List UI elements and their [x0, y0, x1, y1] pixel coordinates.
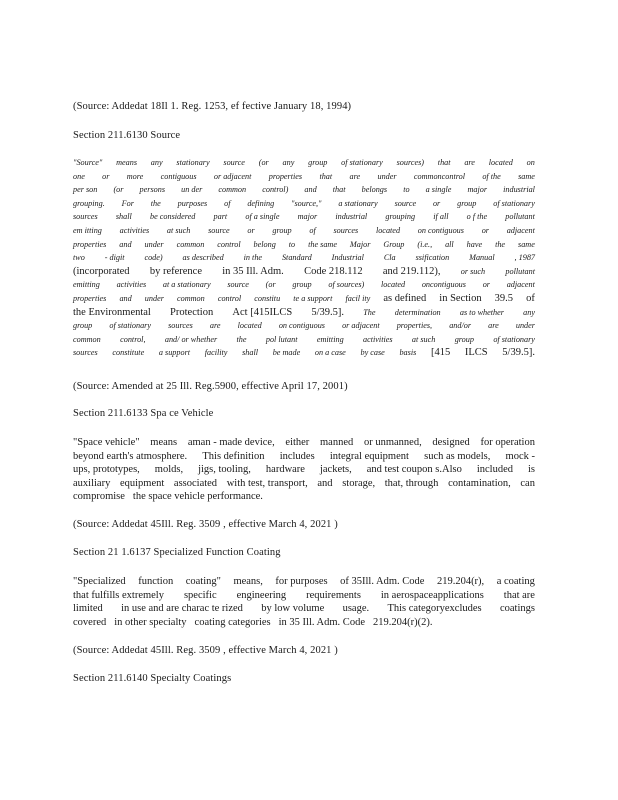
word: be considered [149, 212, 196, 222]
word: in Section [439, 292, 482, 304]
word: can [520, 477, 535, 489]
word: sources [168, 321, 193, 331]
word: activities [363, 334, 393, 344]
word: that [437, 158, 451, 167]
word: the [236, 334, 247, 344]
paragraph-line [73, 224, 535, 238]
word: that [319, 171, 333, 181]
word: grouping [385, 212, 416, 222]
word: belongs [361, 185, 388, 195]
word: or [482, 280, 490, 290]
word: (i.e., [417, 239, 433, 249]
word: or [432, 198, 441, 208]
word: [415 [430, 347, 451, 359]
word: of sources) [328, 280, 365, 290]
word: activities [119, 225, 150, 235]
word: group [272, 225, 292, 235]
paragraph-line [73, 346, 535, 360]
word: determination [394, 307, 441, 317]
word: limited [73, 603, 103, 615]
word: industrial [503, 185, 535, 195]
word: Manual [469, 253, 495, 263]
word: common [218, 185, 247, 195]
word: pol lutant [265, 334, 298, 344]
word: 219.204(r), [436, 576, 485, 587]
word: such as models, [424, 450, 491, 462]
word: part [213, 212, 228, 222]
word: under [515, 321, 535, 331]
source-note-4: (Source: Addedat 45Ill. Reg. 3509 , effective March 4, 2021 ) [73, 645, 338, 656]
word: (or [265, 280, 276, 290]
word: if all [433, 212, 449, 222]
word: in use and are charac te rized [121, 603, 243, 615]
word: and [304, 185, 317, 195]
word: located [380, 280, 406, 290]
word: the [150, 198, 161, 208]
word: control [217, 293, 242, 303]
paragraph-line [73, 156, 535, 170]
section-heading-6137: Section 21 1.6137 Specialized Function Coating [73, 547, 281, 558]
paragraph-line [73, 292, 535, 306]
word: sources [333, 225, 359, 235]
word: te a support [293, 293, 333, 303]
word: on a case [314, 348, 346, 358]
word: or such [460, 266, 486, 276]
word: all [445, 239, 454, 249]
word: either [285, 437, 310, 448]
word: , 1987 [514, 253, 535, 263]
word: coating" [185, 576, 221, 587]
word: as to whether [459, 307, 504, 317]
word: means [116, 158, 138, 167]
word: stationary [176, 158, 210, 167]
word: of stationary [341, 158, 383, 167]
word: one [73, 171, 85, 181]
word: and 219.112), [382, 265, 441, 277]
word: shall [115, 212, 132, 222]
section-heading-6133: Section 211.6133 Spa ce Vehicle [73, 408, 214, 419]
word: integral equipment [329, 450, 409, 462]
paragraph-line [73, 589, 535, 603]
word: of 35Ill. Adm. Code [340, 576, 425, 587]
word: source [208, 225, 230, 235]
word: auxiliary [73, 477, 111, 489]
word: group [308, 158, 328, 167]
word: constitu [254, 293, 281, 303]
word: emitting [316, 334, 344, 344]
word: at such [166, 225, 191, 235]
word: more [126, 171, 144, 181]
word: Cla [383, 253, 396, 263]
word: Standard [281, 253, 312, 263]
word: properties, [396, 321, 433, 331]
word: any [523, 307, 535, 317]
paragraph-line [73, 333, 535, 347]
word: control) [262, 185, 289, 195]
word: common [176, 239, 205, 249]
word: persons [139, 185, 166, 195]
word: jackets, [319, 464, 352, 476]
word: on [526, 158, 535, 167]
word: in aerospaceapplications [380, 589, 484, 601]
word: 39.5 [494, 292, 514, 304]
word: - digit [104, 253, 125, 263]
word: "source," [291, 198, 322, 208]
word: group [457, 198, 477, 208]
word: Major [349, 239, 371, 249]
word: means, [233, 576, 263, 587]
word: in 35 Ill. Adm. [222, 265, 284, 277]
word: the [495, 239, 506, 249]
word: or [481, 225, 489, 235]
word: of stationary [493, 198, 535, 208]
word: Code 218.112 [304, 265, 363, 277]
word: a single [425, 185, 452, 195]
paragraph-line [73, 251, 535, 265]
word: that [332, 185, 346, 195]
word: source [394, 198, 417, 208]
word: (or [113, 185, 124, 195]
word: a support [158, 348, 191, 358]
paragraph-line [73, 183, 535, 197]
word: 219.204(r)(2). [372, 616, 433, 628]
word: in the [243, 253, 263, 263]
word: pollutant [505, 266, 535, 276]
word: "Source" [73, 158, 103, 167]
word: on contiguous [278, 321, 325, 331]
word: ssification [415, 253, 450, 263]
paragraph-line [73, 319, 535, 333]
word: un der [181, 185, 203, 195]
space-vehicle-definition-paragraph [73, 436, 535, 504]
word: per son [73, 185, 98, 195]
word: of [224, 198, 231, 208]
word: or unmanned, [363, 437, 422, 448]
word: the space vehicle performance. [132, 491, 263, 503]
word: activities [116, 280, 147, 290]
paragraph-line [73, 616, 535, 630]
word: The [363, 307, 376, 317]
word: For [121, 198, 134, 208]
word: the Environmental [73, 306, 151, 318]
word: located [237, 321, 262, 331]
word: This categoryexcludes [387, 603, 482, 615]
word: emitting [73, 280, 100, 290]
source-definition-paragraph [73, 156, 535, 360]
word: grouping. [73, 198, 105, 208]
word: sources [73, 348, 98, 358]
word: in other specialty [114, 616, 187, 628]
word: storage, [342, 477, 376, 489]
word: properties [268, 171, 303, 181]
word: at such [411, 334, 436, 344]
word: designed [432, 437, 470, 448]
word: manned [320, 437, 354, 448]
source-note-1: (Source: Addedat 18Il 1. Reg. 1253, ef fective January 18, 1994) [73, 101, 352, 112]
word: to [288, 239, 296, 249]
word: usage. [342, 603, 370, 615]
word: o f the [466, 212, 488, 222]
source-note-3: (Source: Addedat 45Ill. Reg. 3509 , effective March 4, 2021 ) [73, 519, 338, 530]
word: (incorporated [73, 265, 130, 277]
word: adjacent [506, 225, 535, 235]
word: sources) [396, 158, 425, 167]
word: code) [144, 253, 163, 263]
word: properties [73, 239, 107, 249]
word: that fulfills extremely [73, 589, 164, 601]
word: industrial [335, 212, 368, 222]
word: source [223, 158, 245, 167]
word: and [119, 293, 132, 303]
word: 5/39.5]. [502, 347, 535, 359]
word: by low volume [261, 603, 325, 615]
word: contiguous [160, 171, 197, 181]
word: 5/39.5]. [311, 306, 345, 318]
word: major [297, 212, 318, 222]
word: located [488, 158, 513, 167]
word: properties [73, 293, 107, 303]
word: or adjacent [213, 171, 252, 181]
word: in 35 Ill. Adm. Code [278, 616, 365, 628]
word: function [138, 576, 174, 587]
word: means [150, 437, 178, 448]
word: under [144, 239, 164, 249]
section-heading-6130: Section 211.6130 Source [73, 130, 181, 141]
word: and test coupon s.Also [366, 464, 462, 476]
word: of stationary [109, 321, 151, 331]
word: sources [73, 212, 98, 222]
word: Protection [170, 306, 214, 318]
paragraph-line [73, 602, 535, 616]
word: and/ or whether [164, 334, 218, 344]
word: to [403, 185, 410, 195]
source-note-2: (Source: Amended at 25 Ill. Reg.5900, effective April 17, 2001) [73, 381, 348, 392]
word: of [309, 225, 316, 235]
word: are [488, 321, 499, 331]
section-heading-6140: Section 211.6140 Specialty Coatings [73, 673, 232, 684]
word: same [518, 239, 535, 249]
word: "Specialized [73, 576, 126, 587]
word: on contiguous [417, 225, 464, 235]
word: of a single [245, 212, 280, 222]
paragraph-line [73, 265, 535, 279]
word: ups, prototypes, [73, 464, 140, 476]
word: specific [183, 589, 217, 601]
specialized-coating-definition-paragraph [73, 575, 535, 629]
word: be made [272, 348, 301, 358]
word: common [73, 334, 101, 344]
word: with test, transport, [226, 477, 308, 489]
word: coatings [499, 603, 535, 615]
word: of stationary [493, 334, 535, 344]
word: the same [308, 239, 337, 249]
word: belong [253, 239, 276, 249]
word: oncontiguous [421, 280, 466, 290]
word: included [476, 464, 513, 476]
word: group [454, 334, 474, 344]
word: by case [360, 348, 385, 358]
word: Industrial [331, 253, 364, 263]
word: aman - made device, [187, 437, 275, 448]
paragraph-line [73, 490, 535, 504]
word: by reference [149, 265, 202, 277]
word: two [73, 253, 85, 263]
word: that, through [384, 477, 439, 489]
word: covered [73, 616, 107, 628]
word: defining [247, 198, 275, 208]
word: at a stationary [162, 280, 211, 290]
word: as defined [383, 292, 427, 304]
word: any [282, 158, 295, 167]
word: common [176, 293, 205, 303]
word: source [227, 280, 249, 290]
word: ILCS [464, 347, 488, 359]
word: coating categories [194, 616, 271, 628]
word: are [349, 171, 361, 181]
word: This definition [202, 450, 265, 462]
word: a stationary [338, 198, 378, 208]
paragraph-line [73, 463, 535, 477]
word: under [377, 171, 397, 181]
word: group [292, 280, 312, 290]
paragraph-line [73, 477, 535, 491]
word: associated [173, 477, 218, 489]
word: for operation [480, 437, 535, 448]
word: is [527, 464, 535, 476]
paragraph-line [73, 170, 535, 184]
word: or [102, 171, 110, 181]
word: or adjacent [342, 321, 380, 331]
word: (or [258, 158, 269, 167]
word: same [518, 171, 535, 181]
word: of the [482, 171, 501, 181]
paragraph-line [73, 450, 535, 464]
paragraph-line [73, 210, 535, 224]
paragraph-line [73, 238, 535, 252]
word: requirements [306, 589, 361, 601]
word: hardware [265, 464, 305, 476]
word: have [466, 239, 483, 249]
word: contamination, [448, 477, 511, 489]
paragraph-line [73, 436, 535, 450]
word: or [247, 225, 255, 235]
word: engineering [236, 589, 287, 601]
word: facil ity [345, 293, 371, 303]
paragraph-line [73, 306, 535, 320]
word: and [119, 239, 132, 249]
word: equipment [119, 477, 165, 489]
word: mock - [505, 450, 535, 462]
word: of [526, 292, 535, 304]
word: for purposes [275, 576, 328, 587]
word: facility [204, 348, 228, 358]
word: beyond earth's atmosphere. [73, 450, 188, 462]
paragraph-line [73, 278, 535, 292]
word: any [150, 158, 163, 167]
word: purposes [177, 198, 208, 208]
word: control, [120, 334, 146, 344]
word: constitute [112, 348, 145, 358]
word: basis [399, 348, 417, 358]
word: em itting [73, 225, 102, 235]
word: are [464, 158, 475, 167]
word: and [317, 477, 333, 489]
word: that are [503, 589, 535, 601]
word: Group [383, 239, 405, 249]
word: adjacent [506, 280, 535, 290]
word: Act [415ILCS [232, 306, 293, 318]
word: as described [182, 253, 224, 263]
word: under [144, 293, 164, 303]
word: are [209, 321, 221, 331]
word: major [467, 185, 488, 195]
word: compromise [73, 491, 125, 503]
paragraph-line [73, 575, 535, 589]
word: shall [242, 348, 259, 358]
word: and/or [449, 321, 472, 331]
word: pollutant [505, 212, 535, 222]
word: group [73, 321, 93, 331]
word: located [375, 225, 401, 235]
word: commoncontrol [413, 171, 465, 181]
word: control [217, 239, 241, 249]
word: molds, [154, 464, 184, 476]
word: includes [279, 450, 315, 462]
word: a coating [496, 576, 535, 587]
word: jigs, tooling, [198, 464, 251, 476]
paragraph-line [73, 197, 535, 211]
word: "Space vehicle" [73, 437, 140, 448]
